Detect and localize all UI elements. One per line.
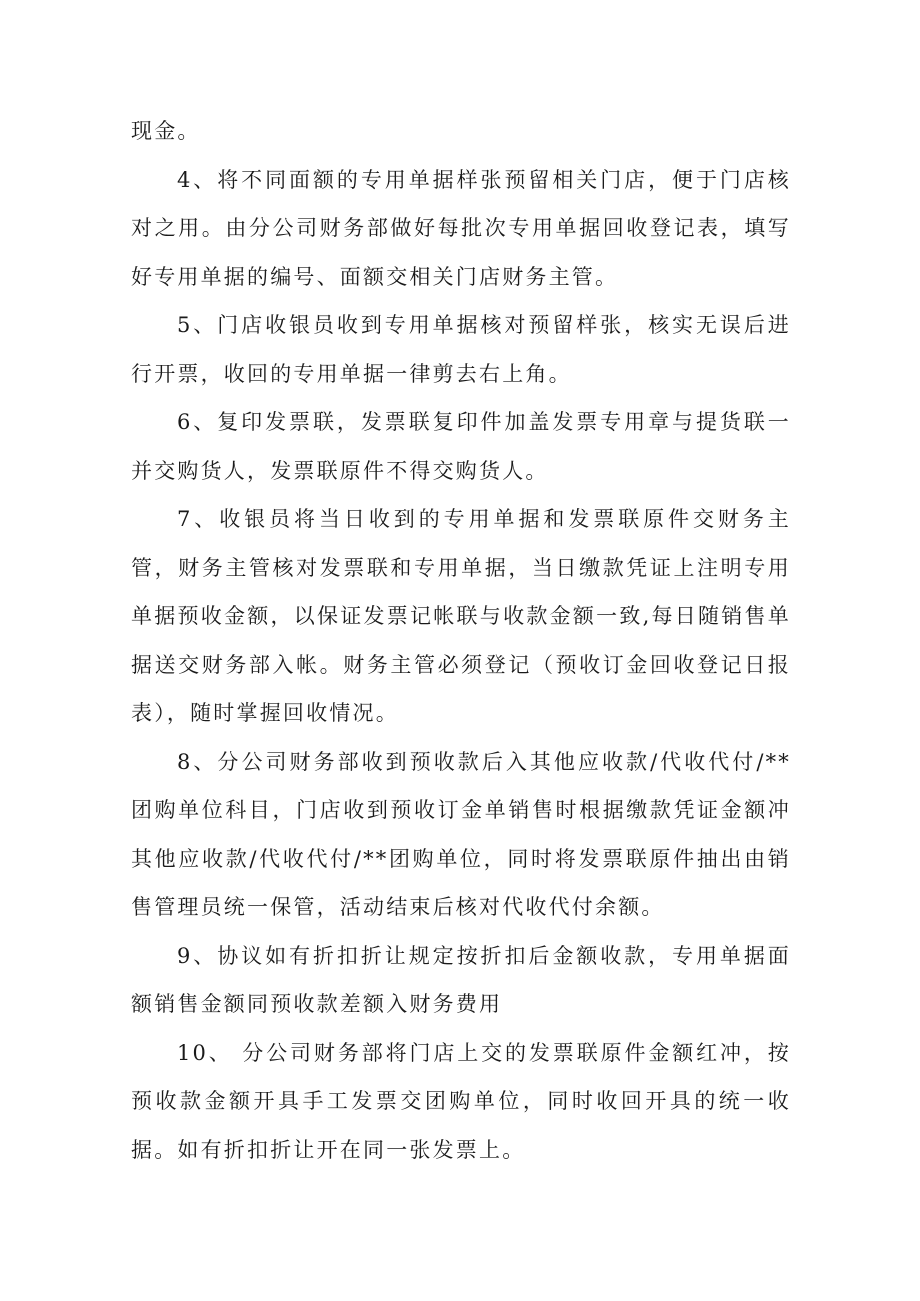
paragraph-item-10: 10、 分公司财务部将门店上交的发票联原件金额红冲，按预收款金额开具手工发票交团购单位，同时收回开具的统一收据。如有折扣折让开在同一张发票上。	[131, 1040, 791, 1162]
paragraph-item-8: 8、分公司财务部收到预收款后入其他应收款/代收代付/**团购单位科目，门店收到预收订金单销售时根据缴款凭证金额冲其他应收款/代收代付/**团购单位，同时将发票联原件抽出由销售管理员统一保管，活动结束后核对代收代付余额。	[131, 749, 791, 919]
paragraph-item-5: 5、门店收银员收到专用单据核对预留样张，核实无误后进行开票，收回的专用单据一律剪去右上角。	[131, 313, 791, 386]
paragraph-item-4: 4、将不同面额的专用单据样张预留相关门店，便于门店核对之用。由分公司财务部做好每批次专用单据回收登记表，填写好专用单据的编号、面额交相关门店财务主管。	[131, 167, 791, 289]
paragraph-item-9: 9、协议如有折扣折让规定按折扣后金额收款，专用单据面额销售金额同预收款差额入财务费用	[131, 943, 791, 1016]
paragraph-item-7: 7、收银员将当日收到的专用单据和发票联原件交财务主管，财务主管核对发票联和专用单据，当日缴款凭证上注明专用单据预收金额，以保证发票记帐联与收款金额一致,每日随销售单据送交财务部入帐。财务主管必须登记（预收订金回收登记日报表），随时掌握回收情况。	[131, 507, 791, 725]
document-body	[131, 107, 791, 1174]
paragraph-item-6: 6、复印发票联，发票联复印件加盖发票专用章与提货联一并交购货人，发票联原件不得交购货人。	[131, 410, 791, 483]
paragraph-continuation: 现金。	[131, 119, 201, 143]
